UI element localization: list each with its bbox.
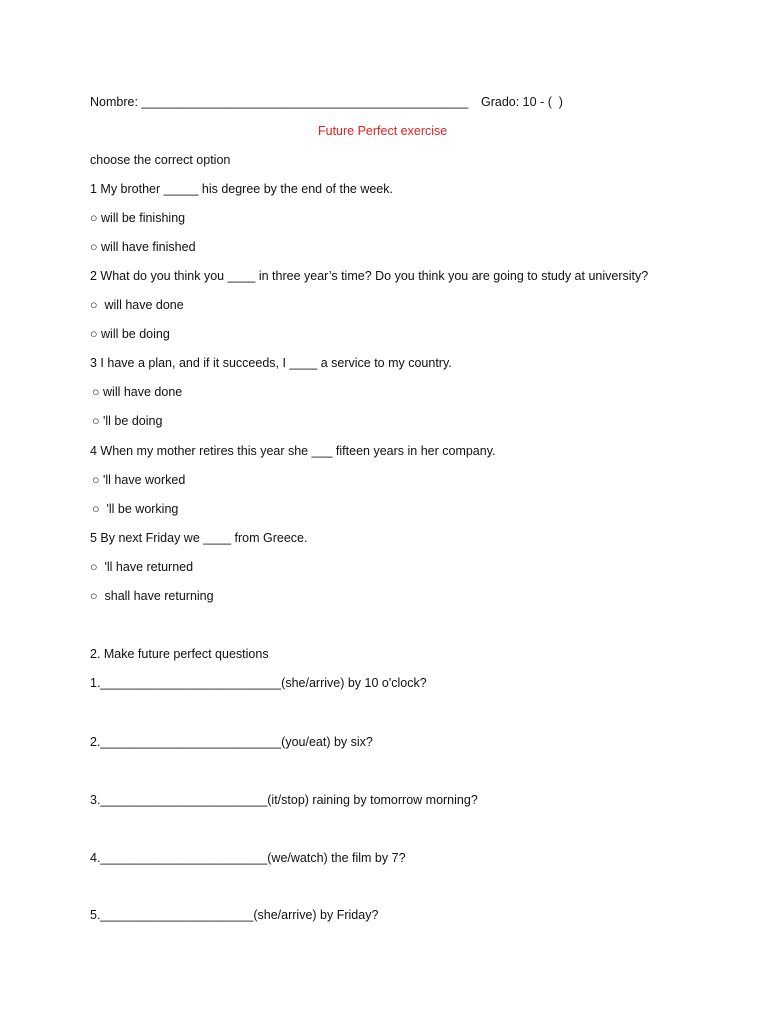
question-3-option-a[interactable]: ○ will have done [92,385,183,399]
section2-item-2[interactable]: 2.__________________________(you/eat) by six? [90,735,373,749]
name-field-label: Nombre: _______________________________________________ [90,95,469,109]
question-4-option-a[interactable]: ○ 'll have worked [92,473,186,487]
question-4-option-b[interactable]: ○ 'll be working [92,502,179,516]
question-1-option-b[interactable]: ○ will have finished [90,240,196,254]
question-1: 1 My brother _____ his degree by the end of the week. [90,182,393,196]
question-3-option-b[interactable]: ○ 'll be doing [92,414,163,428]
grade-field-label: Grado: 10 - ( ) [481,95,563,109]
question-2-option-a[interactable]: ○ will have done [90,298,184,312]
question-2: 2 What do you think you ____ in three year’s time? Do you think you are going to study at university? [90,269,649,283]
question-5: 5 By next Friday we ____ from Greece. [90,531,308,545]
worksheet-title: Future Perfect exercise [318,124,448,138]
section2-heading: 2. Make future perfect questions [90,647,269,661]
section2-item-1[interactable]: 1.__________________________(she/arrive) by 10 o'clock? [90,676,427,690]
section1-instruction: choose the correct option [90,153,231,167]
section2-item-5[interactable]: 5.______________________(she/arrive) by Friday? [90,908,379,922]
question-1-option-a[interactable]: ○ will be finishing [90,211,186,225]
question-5-option-a[interactable]: ○ 'll have returned [90,560,194,574]
question-4: 4 When my mother retires this year she ___ fifteen years in her company. [90,444,496,458]
section2-item-4[interactable]: 4.________________________(we/watch) the film by 7? [90,851,406,865]
question-2-option-b[interactable]: ○ will be doing [90,327,170,341]
question-3: 3 I have a plan, and if it succeeds, I ____ a service to my country. [90,356,452,370]
section2-item-3[interactable]: 3.________________________(it/stop) raining by tomorrow morning? [90,793,478,807]
question-5-option-b[interactable]: ○ shall have returning [90,589,214,603]
